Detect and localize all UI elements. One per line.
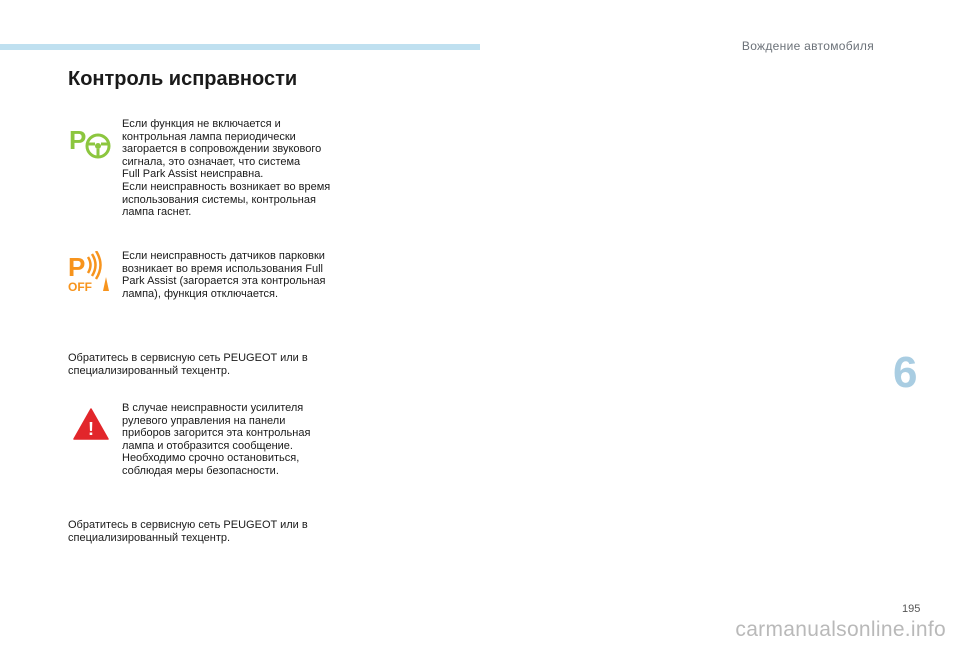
park-assist-steering-icon <box>66 124 114 162</box>
svg-text:P: P <box>69 125 87 155</box>
parking-sensors-off-icon <box>66 251 112 293</box>
paragraph-contact-service-1: Обратитесь в сервисную сеть PEUGEOT или в специализированный техцентр. <box>68 352 308 377</box>
chapter-number: 6 <box>893 348 918 397</box>
page-number: 195 <box>902 603 921 615</box>
section-title: Вождение автомобиля <box>741 39 874 53</box>
header-bar <box>0 44 480 50</box>
warning-triangle-icon <box>73 408 109 440</box>
paragraph-power-steering-fault: В случае неисправности усилителя рулевого управления на панели приборов загорится эта контрольная лампа и отобразится сообщение. Необходимо срочно остановиться, соблюдая меры безопасности. <box>122 402 311 477</box>
watermark: carmanualsonline.info <box>735 618 946 641</box>
paragraph-contact-service-2: Обратитесь в сервисную сеть PEUGEOT или в специализированный техцентр. <box>68 519 308 544</box>
svg-text:OFF: OFF <box>68 280 92 293</box>
paragraph-park-assist-fault: Если функция не включается и контрольная лампа периодически загорается в сопровождении звукового сигнала, это означает, что система Full Park Assist неисправна. Если неисправность возникает во время использования системы, контрольная лампа гаснет. <box>122 118 331 219</box>
svg-text:P: P <box>68 252 86 282</box>
page-heading: Контроль исправности <box>68 68 298 90</box>
svg-text:!: ! <box>88 419 94 439</box>
paragraph-parking-sensors-fault: Если неисправность датчиков парковки возникает во время использования Full Park Assist (загорается эта контрольная лампа), функция отключается. <box>122 250 326 300</box>
